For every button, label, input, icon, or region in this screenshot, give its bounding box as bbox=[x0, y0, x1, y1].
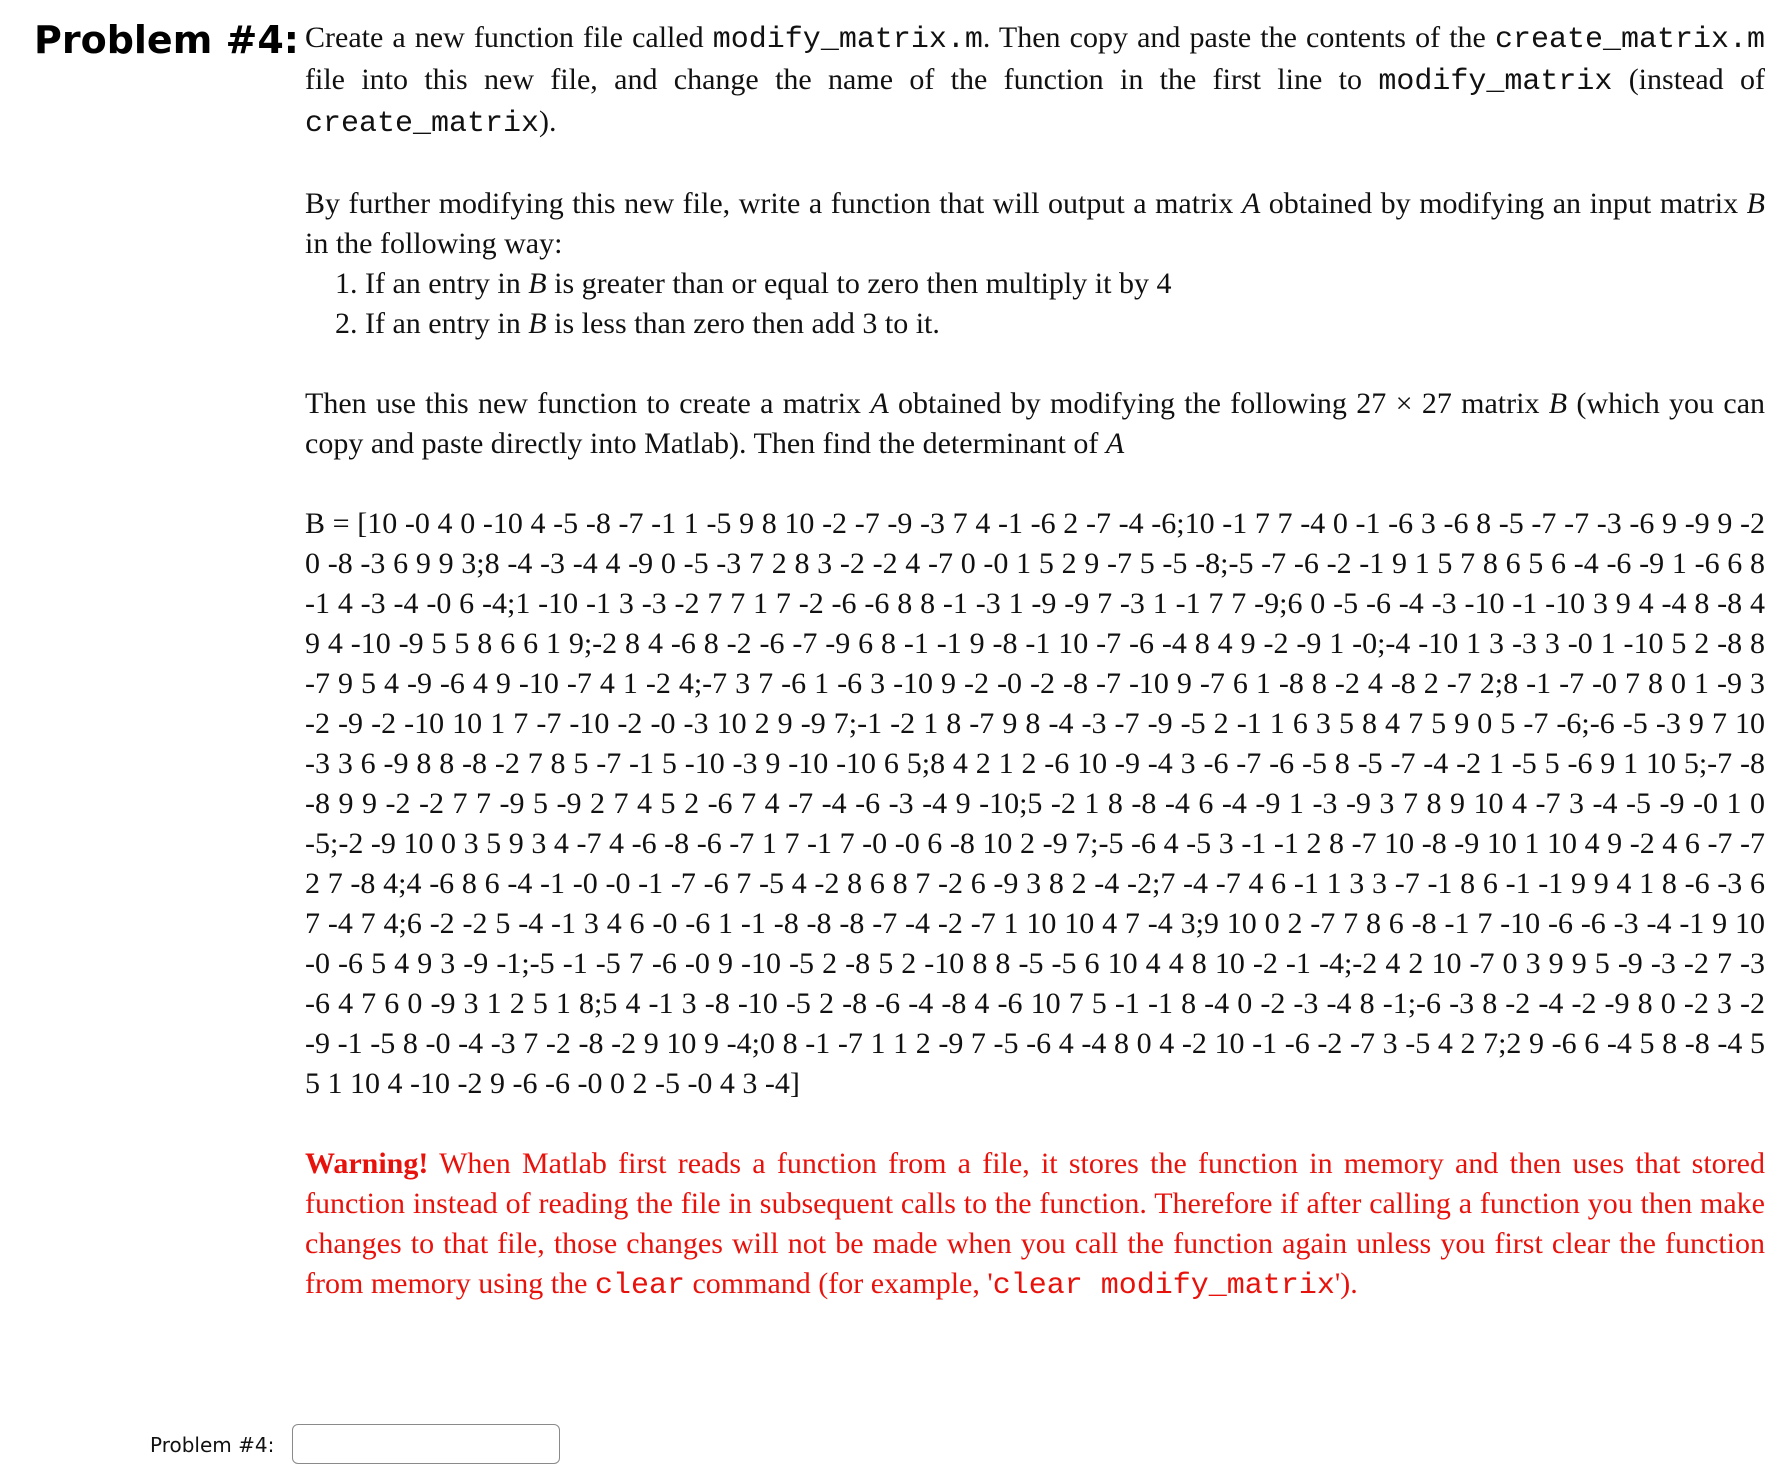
rule-item bbox=[305, 264, 1765, 304]
code-filename: modify_matrix.m bbox=[712, 23, 983, 57]
warning-label: Warning! bbox=[305, 1147, 429, 1180]
warning-text: When Matlab first reads a function from a file, it stores the function in memory and then uses that stored function instead of reading the file in subsequent calls to the function. Therefore if after calling a function you then make changes to that file, those changes will not be made when you call the function again unless you first clear the function from memory using the bbox=[305, 1147, 1765, 1300]
answer-input[interactable] bbox=[292, 1424, 560, 1464]
rule-text: 2. If an entry in bbox=[335, 307, 529, 340]
variable-b: B bbox=[528, 267, 547, 300]
intro-text: file into this new file, and change the name of the function in the first line to bbox=[305, 63, 1379, 96]
rule-text: 1. If an entry in bbox=[335, 267, 529, 300]
task-text: in the following way: bbox=[305, 227, 563, 260]
variable-b: B bbox=[1548, 387, 1568, 420]
intro-text: . Then copy and paste the contents of the bbox=[982, 21, 1495, 54]
instruction-text: obtained by modifying the following 27 × 27 matrix bbox=[888, 387, 1549, 420]
instruction-text: Then use this new function to create a matrix bbox=[305, 387, 871, 420]
warning-paragraph bbox=[305, 1144, 1765, 1306]
code-command: clear modify_matrix bbox=[992, 1269, 1335, 1303]
task-text: By further modifying this new file, write a function that will output a matrix bbox=[305, 187, 1242, 220]
code-function-name: create_matrix bbox=[305, 107, 540, 141]
rule-text: is greater than or equal to zero then multiply it by 4 bbox=[546, 267, 1172, 300]
instruction-text: (which you can copy and paste directly into Matlab). Then find the determinant of bbox=[305, 387, 1766, 460]
answer-label: Problem #4: bbox=[150, 1433, 275, 1457]
warning-text: command (for example, ' bbox=[684, 1267, 993, 1300]
task-paragraph bbox=[305, 184, 1765, 264]
code-filename: create_matrix.m bbox=[1494, 23, 1765, 57]
warning-text: '). bbox=[1334, 1267, 1358, 1300]
rule-item bbox=[305, 304, 1765, 344]
code-command: clear bbox=[594, 1269, 685, 1303]
problem-content bbox=[305, 18, 1765, 1306]
rule-text: is less than zero then add 3 to it. bbox=[546, 307, 940, 340]
matrix-b-definition: B = [10 -0 4 0 -10 4 -5 -8 -7 -1 1 -5 9 8 10 -2 -7 -9 -3 7 4 -1 -6 2 -7 -4 -6;10 -1 7 7 -4 0 -1 -6 3 -6 8 -5 -7 -7 -3 -6 9 -9 9 -2 0 -8 -3 6 9 9 3;8 -4 -3 -4 4 -9 0 -5 -3 7 2 8 3 -2 -2 4 -7 0 -0 1 5 2 9 -7 5 -5 -8;-5 -7 -6 -2 -1 9 1 5 7 8 6 5 6 -4 -6 -9 1 -6 6 8 -1 4 -3 -4 -0 6 -4;1 -10 -1 3 -3 -2 7 7 1 7 -2 -6 -6 8 8 -1 -3 1 -9 -9 7 -3 1 -1 7 7 -9;6 0 -5 -6 -4 -3 -10 -1 -10 3 9 4 -4 8 -8 4 9 4 -10 -9 5 5 8 6 6 1 9;-2 8 4 -6 8 -2 -6 -7 -9 6 8 -1 -1 9 -8 -1 10 -7 -6 -4 8 4 9 -2 -9 1 -0;-4 -10 1 3 -3 3 -0 1 -10 5 2 -8 8 -7 9 5 4 -9 -6 4 9 -10 -7 4 1 -2 4;-7 3 7 -6 1 -6 3 -10 9 -2 -0 -2 -8 -7 -10 9 -7 6 1 -8 8 -2 4 -8 2 -7 2;8 -1 -7 -0 7 8 0 1 -9 3 -2 -9 -2 -10 10 1 7 -7 -10 -2 -0 -3 10 2 9 -9 7;-1 -2 1 8 -7 9 8 -4 -3 -7 -9 -5 2 -1 1 6 3 5 8 4 7 5 9 0 5 -7 -6;-6 -5 -3 9 7 10 -3 3 6 -9 8 8 -8 -2 7 8 5 -7 -1 5 -10 -3 9 -10 -10 6 5;8 4 2 1 2 -6 10 -9 -4 3 -6 -7 -6 -5 8 -5 -7 -4 -2 1 -5 5 -6 9 1 10 5;-7 -8 -8 9 9 -2 -2 7 7 -9 5 -9 2 7 4 5 2 -6 7 4 -7 -4 -6 -3 -4 9 -10;5 -2 1 8 -8 -4 6 -4 -9 1 -3 -9 3 7 8 9 10 4 -7 3 -4 -5 -9 -0 1 0 -5;-2 -9 10 0 3 5 9 3 4 -7 4 -6 -8 -6 -7 1 7 -1 7 -0 -0 6 -8 10 2 -9 7;-5 -6 4 -5 3 -1 -1 2 8 -7 10 -8 -9 10 1 10 4 9 -2 4 6 -7 -7 2 7 -8 4;4 -6 8 6 -4 -1 -0 -0 -1 -7 -6 7 -5 4 -2 8 6 8 7 -2 6 -9 3 8 2 -4 -2;7 -4 -7 4 6 -1 1 3 3 -7 -1 8 6 -1 -1 9 9 4 1 8 -6 -3 6 7 -4 7 4;6 -2 -2 5 -4 -1 3 4 6 -0 -6 1 -1 -8 -8 -8 -7 -4 -2 -7 1 10 10 4 7 -4 3;9 10 0 2 -7 7 8 6 -8 -1 7 -10 -6 -6 -3 -4 -1 9 10 -0 -6 5 4 9 3 -9 -1;-5 -1 -5 7 -6 -0 9 -10 -5 2 -8 5 2 -10 8 8 -5 -5 6 10 4 4 8 10 -2 -1 -4;-2 4 2 10 -7 0 3 9 9 5 -9 -3 -2 7 -3 -6 4 7 6 0 -9 3 1 2 5 1 8;5 4 -1 3 -8 -10 -5 2 -8 -6 -4 -8 4 -6 10 7 5 -1 -1 8 -4 0 -2 -3 -4 8 -1;-6 -3 8 -2 -4 -2 -9 8 0 -2 3 -2 -9 -1 -5 8 -0 -4 -3 7 -2 -8 -2 9 10 9 -4;0 8 -1 -7 1 1 2 -9 7 -5 -6 4 -4 8 0 4 -2 10 -1 -6 -2 -7 3 -5 4 2 7;2 9 -6 6 -4 5 8 -8 -4 5 5 1 10 4 -10 -2 9 -6 -6 -0 0 2 -5 -0 4 3 -4] bbox=[305, 507, 1765, 1100]
problem-title: Problem #4: bbox=[34, 18, 299, 62]
task-text: obtained by modifying an input matrix bbox=[1260, 187, 1747, 220]
variable-a: A bbox=[1241, 187, 1261, 220]
variable-b: B bbox=[528, 307, 547, 340]
variable-b: B bbox=[1746, 187, 1765, 220]
intro-paragraph bbox=[305, 18, 1765, 144]
intro-text: (instead of bbox=[1612, 63, 1765, 96]
instruction-paragraph bbox=[305, 384, 1765, 464]
rules-list bbox=[305, 264, 1765, 344]
intro-text: Create a new function file called bbox=[305, 21, 713, 54]
variable-a: A bbox=[1105, 427, 1125, 460]
intro-text: ). bbox=[539, 105, 557, 138]
code-function-name: modify_matrix bbox=[1378, 65, 1613, 99]
variable-a: A bbox=[870, 387, 889, 420]
